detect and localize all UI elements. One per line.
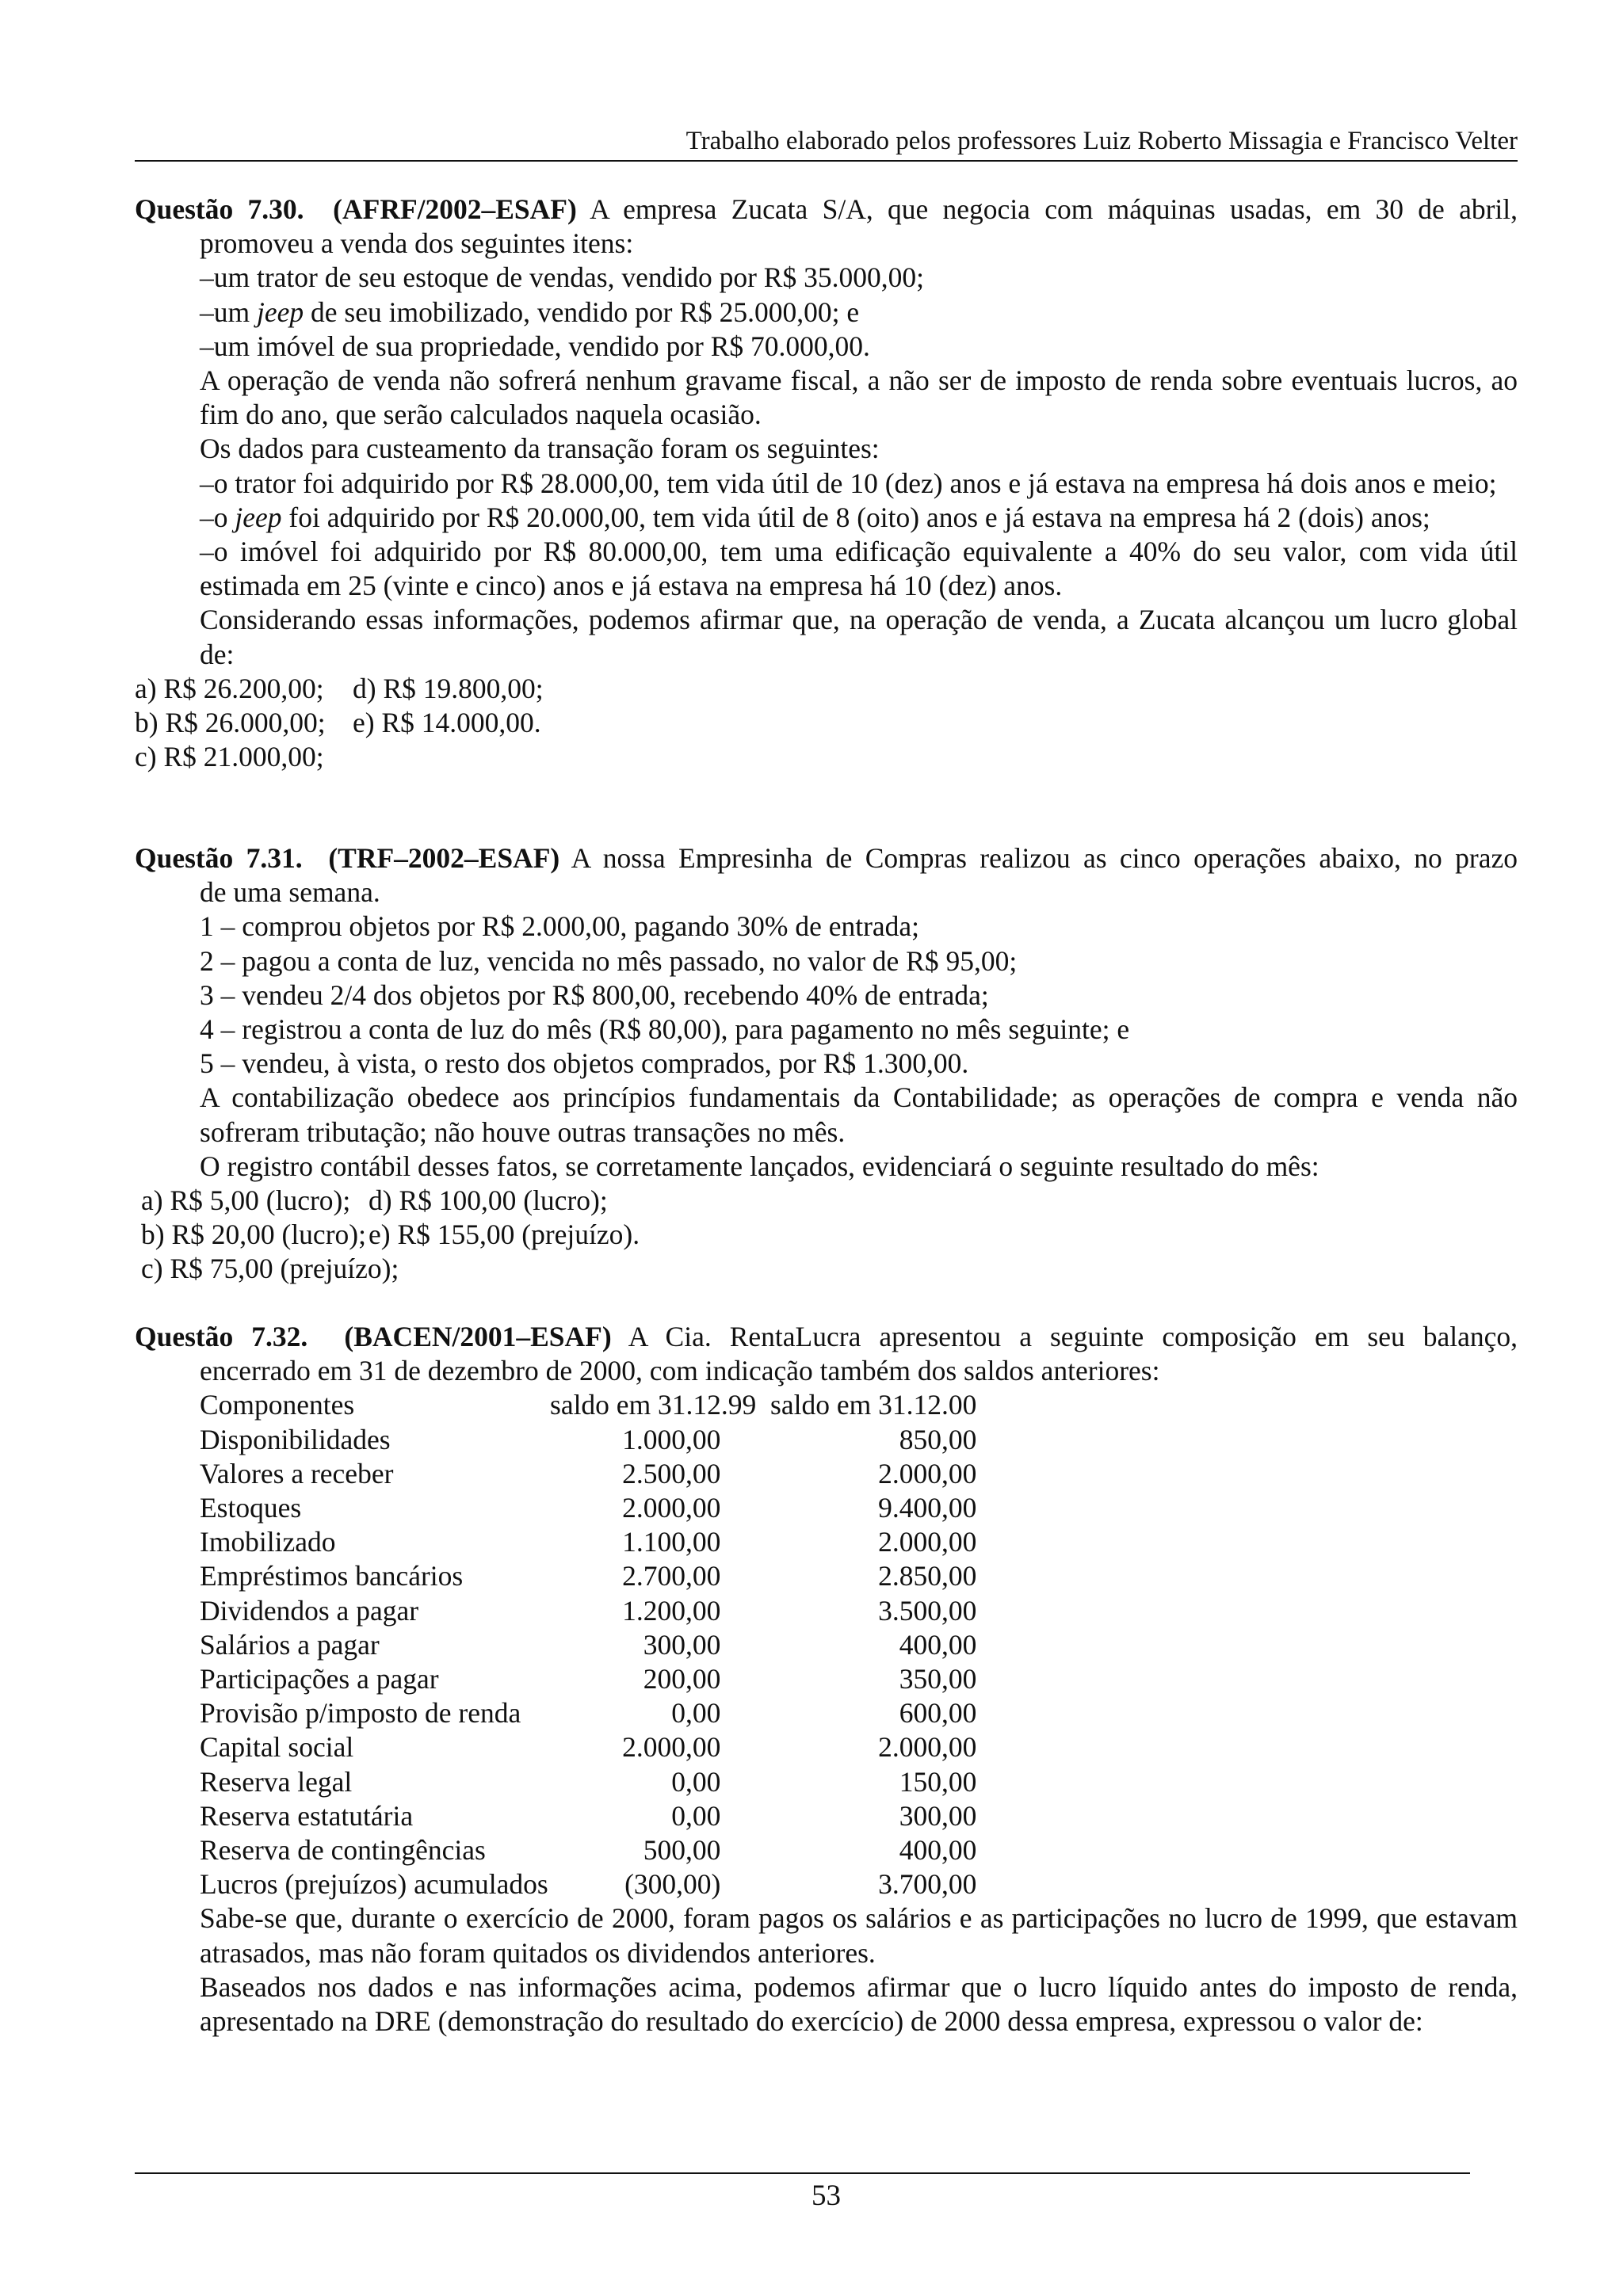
option-d: d) R$ 19.800,00; <box>353 672 544 704</box>
question-intro-continued: de uma semana. <box>200 876 380 909</box>
question-heading <box>135 1320 1518 1354</box>
options-row <box>135 706 1518 740</box>
row-component: Reserva estatutária <box>200 1799 414 1832</box>
data-imovel: –o imóvel foi adquirido por R$ 80.000,00, tem uma edificação equivalente a 40% do seu valor, com vida útil estimada em 25 (vinte e cinco) anos e já estava na empresa há 10 (dez) anos. <box>200 536 1518 602</box>
row-value-1999: 2.000,00 <box>622 1492 721 1524</box>
option-b: b) R$ 20,00 (lucro); <box>141 1219 366 1251</box>
question-heading <box>135 193 1518 227</box>
row-value-2000: 2.000,00 <box>878 1526 977 1558</box>
table-row <box>200 1765 976 1799</box>
row-value-1999: 1.200,00 <box>622 1594 721 1627</box>
balance-table <box>200 1388 976 1901</box>
table-row <box>200 1594 976 1628</box>
data-trator: –o trator foi adquirido por R$ 28.000,00, tem vida útil de 10 (dez) anos e já estava na empresa há dois anos e meio; <box>200 467 1497 499</box>
option-a: a) R$ 26.200,00; <box>135 672 324 704</box>
table-row <box>200 1491 976 1525</box>
paragraph: Os dados para custeamento da transação foram os seguintes: <box>200 433 880 465</box>
question-number: Questão 7.30. <box>135 193 304 225</box>
header-rule <box>135 160 1518 162</box>
options-row <box>135 1218 1518 1252</box>
running-header: Trabalho elaborado pelos professores Luiz Roberto Missagia e Francisco Velter <box>685 127 1518 155</box>
row-value-2000: 3.700,00 <box>878 1868 977 1901</box>
row-value-2000: 150,00 <box>899 1765 977 1798</box>
options-row <box>135 740 1518 774</box>
question-intro: A empresa Zucata S/A, que negocia com máquinas usadas, em 30 de abril, <box>590 193 1518 225</box>
paragraph: O registro contábil desses fatos, se corretamente lançados, evidenciará o seguinte resultado do mês: <box>200 1150 1319 1182</box>
option-e: e) R$ 155,00 (prejuízo). <box>369 1219 640 1251</box>
row-component: Reserva de contingências <box>200 1834 486 1867</box>
paragraph: A contabilização obedece aos princípios fundamentais da Contabilidade; as operações de compra e venda não sofreram tributação; não houve outras transações no mês. <box>200 1081 1518 1148</box>
row-component: Salários a pagar <box>200 1628 380 1661</box>
option-b: b) R$ 26.000,00; <box>135 707 326 739</box>
row-component: Estoques <box>200 1492 302 1524</box>
header-components: Componentes <box>200 1389 355 1421</box>
row-component: Imobilizado <box>200 1526 336 1558</box>
option-c: c) R$ 21.000,00; <box>135 741 324 773</box>
row-value-1999: 300,00 <box>643 1628 721 1661</box>
row-component: Provisão p/imposto de renda <box>200 1697 521 1730</box>
row-value-2000: 400,00 <box>899 1834 977 1867</box>
table-row <box>200 1662 976 1696</box>
data-jeep: –o jeep foi adquirido por R$ 20.000,00, tem vida útil de 8 (oito) anos e já estava na empresa há 2 (dois) anos; <box>200 501 1430 533</box>
row-component: Lucros (prejuízos) acumulados <box>200 1868 548 1901</box>
question-source: (AFRF/2002–ESAF) <box>333 193 577 225</box>
row-value-1999: 2.000,00 <box>622 1731 721 1764</box>
question-source: (BACEN/2001–ESAF) <box>344 1321 612 1352</box>
option-c: c) R$ 75,00 (prejuízo); <box>141 1253 399 1285</box>
question-7-31 <box>135 841 1518 1287</box>
question-intro: A nossa Empresinha de Compras realizou as cinco operações abaixo, no prazo <box>571 842 1518 874</box>
paragraph: Considerando essas informações, podemos afirmar que, na operação de venda, a Zucata alcançou um lucro global de: <box>200 604 1518 670</box>
question-number: Questão 7.32. <box>135 1321 308 1352</box>
row-value-1999: 1.100,00 <box>622 1526 721 1558</box>
table-row <box>200 1833 976 1867</box>
page-number: 53 <box>812 2180 841 2212</box>
row-value-2000: 9.400,00 <box>878 1492 977 1524</box>
operation-1: 1 – comprou objetos por R$ 2.000,00, pagando 30% de entrada; <box>200 910 920 943</box>
question-heading <box>135 841 1518 875</box>
row-value-1999: 2.700,00 <box>622 1560 721 1592</box>
option-d: d) R$ 100,00 (lucro); <box>369 1184 608 1217</box>
options-row <box>135 1184 1518 1218</box>
row-value-1999: 0,00 <box>671 1697 721 1730</box>
option-e: e) R$ 14.000,00. <box>353 707 541 739</box>
options-row <box>135 1252 1518 1286</box>
row-component: Participações a pagar <box>200 1663 439 1695</box>
row-value-2000: 2.850,00 <box>878 1560 977 1592</box>
row-value-1999: 0,00 <box>671 1799 721 1832</box>
question-number: Questão 7.31. <box>135 842 303 874</box>
question-7-30 <box>135 193 1518 774</box>
item-imovel: –um imóvel de sua propriedade, vendido por R$ 70.000,00. <box>200 330 870 362</box>
table-row <box>200 1525 976 1559</box>
row-value-2000: 350,00 <box>899 1663 977 1695</box>
row-value-2000: 2.000,00 <box>878 1457 977 1489</box>
operation-3: 3 – vendeu 2/4 dos objetos por R$ 800,00, recebendo 40% de entrada; <box>200 978 989 1011</box>
question-source: (TRF–2002–ESAF) <box>328 842 560 874</box>
row-value-2000: 600,00 <box>899 1697 977 1730</box>
operation-5: 5 – vendeu, à vista, o resto dos objetos comprados, por R$ 1.300,00. <box>200 1047 969 1080</box>
paragraph: Sabe-se que, durante o exercício de 2000, foram pagos os salários e as participações no lucro de 1999, que estavam atrasados, mas não foram quitados os dividendos anteriores. <box>200 1902 1518 1969</box>
table-row <box>200 1559 976 1593</box>
row-value-2000: 850,00 <box>899 1423 977 1455</box>
options-row <box>135 672 1518 706</box>
table-row <box>200 1457 976 1491</box>
table-row <box>200 1730 976 1764</box>
row-component: Capital social <box>200 1731 354 1764</box>
question-intro: A Cia. RentaLucra apresentou a seguinte composição em seu balanço, <box>628 1321 1518 1352</box>
paragraph: Baseados nos dados e nas informações acima, podemos afirmar que o lucro líquido antes do imposto de renda, apresentado na DRE (demonstração do resultado do exercício) de 2000 dessa empresa, expressou o valor de: <box>200 1970 1518 2038</box>
row-value-1999: 500,00 <box>643 1834 721 1867</box>
table-row <box>200 1423 976 1457</box>
row-component: Dividendos a pagar <box>200 1594 419 1627</box>
row-value-1999: 1.000,00 <box>622 1423 721 1455</box>
table-row <box>200 1867 976 1901</box>
paragraph: A operação de venda não sofrerá nenhum gravame fiscal, a não ser de imposto de renda sobre eventuais lucros, ao fim do ano, que serão calculados naquela ocasião. <box>200 364 1518 431</box>
row-value-2000: 300,00 <box>899 1799 977 1832</box>
header-periods: saldo em 31.12.99 saldo em 31.12.00 <box>550 1389 977 1421</box>
row-component: Empréstimos bancários <box>200 1560 464 1592</box>
question-intro-continued: encerrado em 31 de dezembro de 2000, com indicação também dos saldos anteriores: <box>200 1355 1160 1387</box>
row-value-2000: 3.500,00 <box>878 1594 977 1627</box>
option-a: a) R$ 5,00 (lucro); <box>141 1184 351 1217</box>
row-component: Valores a receber <box>200 1457 394 1489</box>
operation-4: 4 – registrou a conta de luz do mês (R$ 80,00), para pagamento no mês seguinte; e <box>200 1013 1130 1046</box>
row-value-2000: 400,00 <box>899 1628 977 1661</box>
row-value-1999: 0,00 <box>671 1765 721 1798</box>
row-value-1999: 200,00 <box>643 1663 721 1695</box>
table-row <box>200 1628 976 1662</box>
row-component: Reserva legal <box>200 1765 353 1798</box>
row-value-1999: (300,00) <box>624 1868 721 1901</box>
item-jeep: –um jeep de seu imobilizado, vendido por R$ 25.000,00; e <box>200 296 860 328</box>
table-header-row <box>200 1388 976 1422</box>
question-7-32 <box>135 1320 1518 2039</box>
row-component: Disponibilidades <box>200 1423 391 1455</box>
item-trator: –um trator de seu estoque de vendas, vendido por R$ 35.000,00; <box>200 261 924 294</box>
row-value-1999: 2.500,00 <box>622 1457 721 1489</box>
table-row <box>200 1696 976 1730</box>
table-row <box>200 1799 976 1833</box>
row-value-2000: 2.000,00 <box>878 1731 977 1764</box>
question-intro-continued: promoveu a venda dos seguintes itens: <box>200 227 634 260</box>
footer-rule <box>135 2172 1470 2174</box>
operation-2: 2 – pagou a conta de luz, vencida no mês passado, no valor de R$ 95,00; <box>200 944 1018 977</box>
